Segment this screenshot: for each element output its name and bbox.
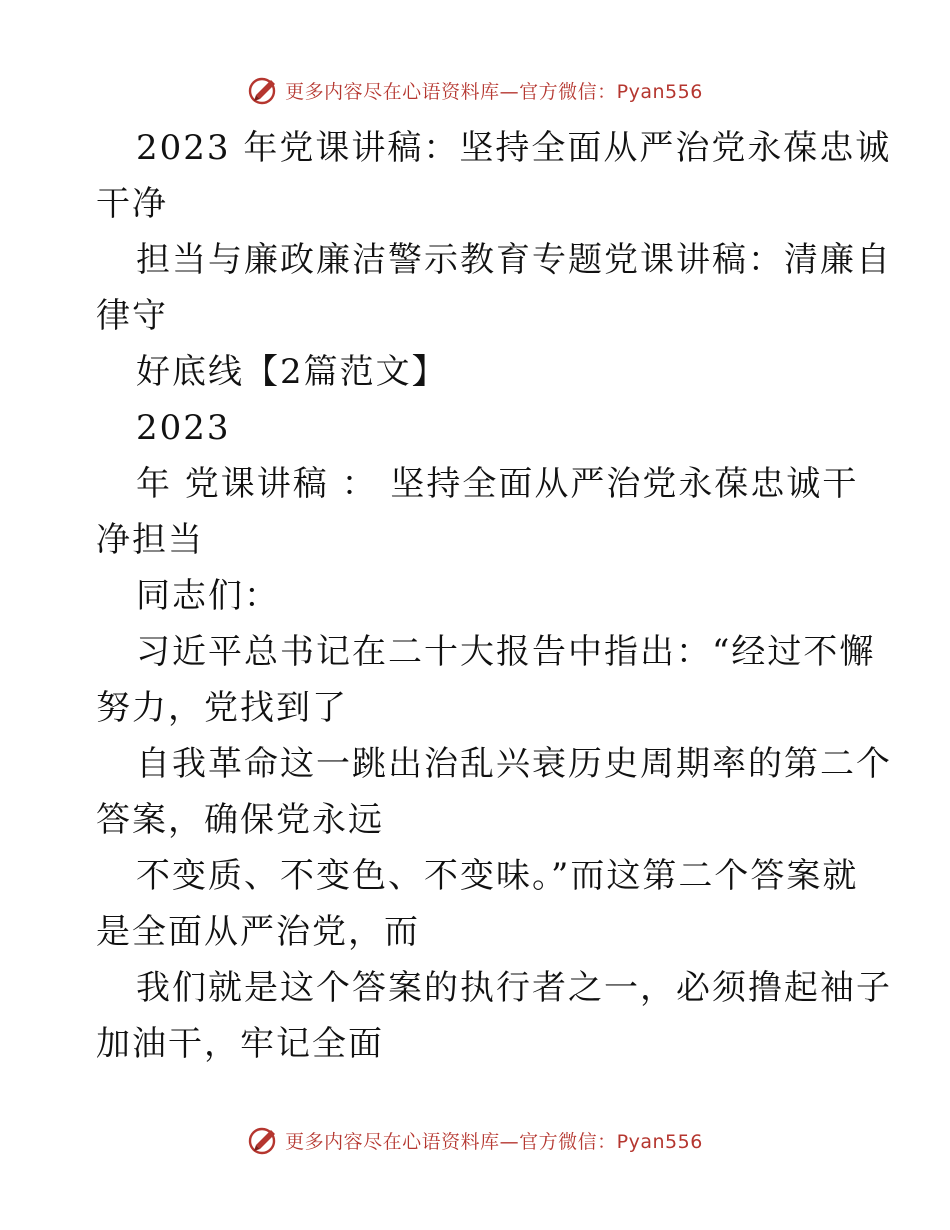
watermark-logo-icon [247, 73, 281, 107]
text-line: 2023 [136, 408, 231, 448]
text-line: 不变质、不变色、不变味。”而这第二个答案就 [136, 856, 859, 896]
footer-watermark [0, 1123, 950, 1157]
document-body [96, 120, 892, 1072]
watermark-text: 更多内容尽在心语资料库—官方微信：Pyan556 [285, 80, 703, 103]
text-line: 习近平总书记在二十大报告中指出：“经过不懈 [136, 632, 876, 672]
watermark-text: 更多内容尽在心语资料库—官方微信：Pyan556 [285, 1130, 703, 1153]
text-line: 答案，确保党永远 [96, 800, 384, 840]
text-line: 净担当 [96, 520, 204, 560]
text-line: 好底线【2篇范文】 [136, 352, 448, 392]
text-line: 我们就是这个答案的执行者之一，必须撸起袖子 [136, 968, 892, 1008]
text-line: 加油干，牢记全面 [96, 1024, 384, 1064]
text-line: 年 党课讲稿 ： 坚持全面从严治党永葆忠诚干 [136, 464, 859, 504]
text-line: 是全面从严治党，而 [96, 912, 420, 952]
text-line: 2023 年党课讲稿：坚持全面从严治党永葆忠诚 [136, 128, 892, 168]
header-watermark [0, 73, 950, 107]
text-line: 律守 [96, 296, 168, 336]
text-line: 干净 [96, 184, 168, 224]
text-line: 自我革命这一跳出治乱兴衰历史周期率的第二个 [136, 744, 892, 784]
text-line: 担当与廉政廉洁警示教育专题党课讲稿：清廉自 [136, 240, 892, 280]
watermark-logo-icon [247, 1123, 281, 1157]
text-line: 同志们： [136, 576, 280, 616]
text-line: 努力，党找到了 [96, 688, 348, 728]
